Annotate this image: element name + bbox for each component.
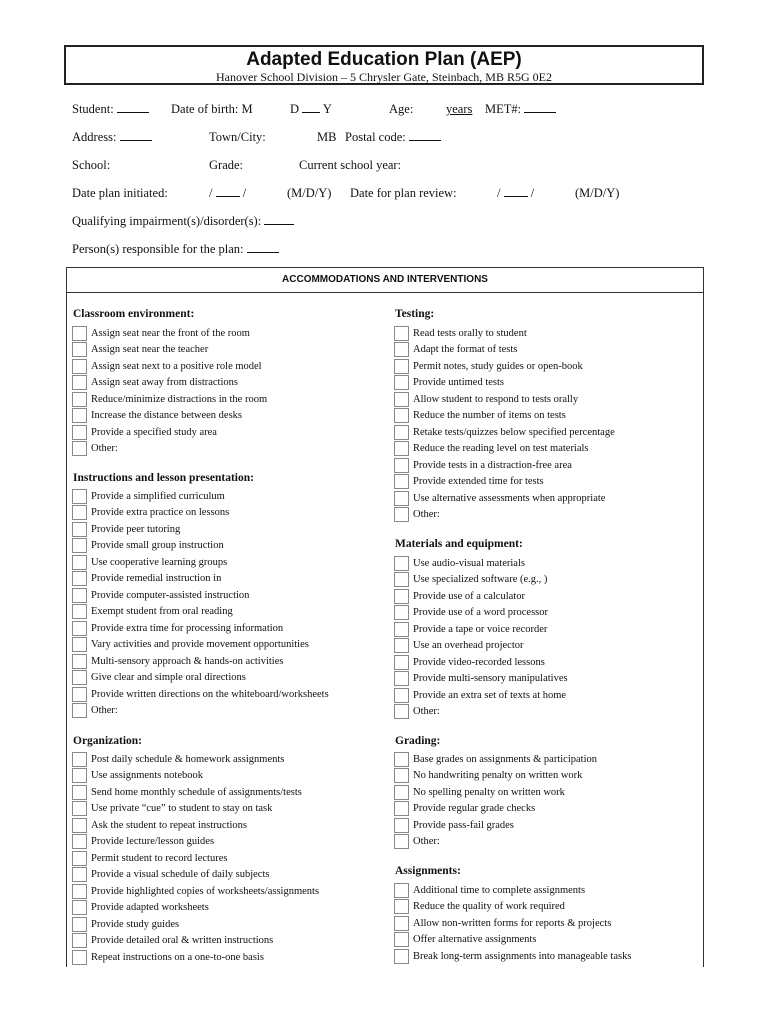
checklist-item xyxy=(72,441,267,458)
checklist-item xyxy=(394,948,631,965)
checklist-item xyxy=(394,621,568,638)
checklist-item xyxy=(394,932,631,949)
checkbox[interactable] xyxy=(394,458,409,473)
checklist-item xyxy=(72,867,319,884)
checklist-item-label: Assign seat near the teacher xyxy=(91,344,209,356)
checkbox[interactable] xyxy=(72,950,87,965)
checklist-item xyxy=(72,538,329,555)
checkbox[interactable] xyxy=(72,425,87,440)
checklist-item xyxy=(394,817,597,834)
checklist-item xyxy=(394,474,615,491)
checklist-item xyxy=(72,784,319,801)
checkbox[interactable] xyxy=(72,359,87,374)
checklist-item-label: Provide multi-sensory manipulatives xyxy=(413,673,568,685)
initiated-label: Date plan initiated: xyxy=(72,186,168,200)
school-label: School: xyxy=(72,158,111,172)
checklist-item xyxy=(394,424,615,441)
checklist-item-label: Provide extended time for tests xyxy=(413,476,544,488)
checklist-item-label: Provide adapted worksheets xyxy=(91,902,209,914)
checklist-item-label: Send home monthly schedule of assignments/tests xyxy=(91,786,302,798)
checklist-item-label: Provide a specified study area xyxy=(91,426,217,438)
checklist-item xyxy=(394,882,631,899)
checklist-item-label: Provide video-recorded lessons xyxy=(413,656,545,668)
checklist-item-label: Provide a tape or voice recorder xyxy=(413,623,548,635)
checklist-item-label: Ask the student to repeat instructions xyxy=(91,819,248,831)
checklist-item xyxy=(394,704,568,721)
checklist-item-label: Use an overhead projector xyxy=(413,640,524,652)
checklist-item xyxy=(72,703,329,720)
checkbox[interactable] xyxy=(394,326,409,341)
checklist-item-label: Use assignments notebook xyxy=(91,770,203,782)
checklist-item xyxy=(72,391,267,408)
responsible-label: Person(s) responsible for the plan: xyxy=(72,242,279,257)
checkbox[interactable] xyxy=(394,752,409,767)
checklist-item xyxy=(72,686,329,703)
checkbox[interactable] xyxy=(72,392,87,407)
checkbox[interactable] xyxy=(72,654,87,669)
responsible-field[interactable] xyxy=(247,242,279,253)
student-field[interactable] xyxy=(117,102,149,113)
checklist-item-label: Allow student to respond to tests orally xyxy=(413,393,579,405)
assignments-list xyxy=(394,882,631,965)
checkbox[interactable] xyxy=(72,538,87,553)
checkbox[interactable] xyxy=(394,834,409,849)
checklist-item-label: Multi-sensory approach & hands-on activities xyxy=(91,655,284,667)
checkbox[interactable] xyxy=(394,556,409,571)
checklist-item-label: Permit student to record lectures xyxy=(91,852,228,864)
checklist-item xyxy=(394,638,568,655)
checkbox[interactable] xyxy=(72,408,87,423)
checklist-item xyxy=(72,375,267,392)
testing-title: Testing: xyxy=(395,308,435,320)
checkbox[interactable] xyxy=(72,326,87,341)
checkbox[interactable] xyxy=(394,949,409,964)
checklist-item xyxy=(72,358,267,375)
initiated-format: (M/D/Y) xyxy=(287,186,332,200)
checkbox[interactable] xyxy=(394,916,409,931)
checkbox[interactable] xyxy=(72,687,87,702)
checklist-item-label: Retake tests/quizzes below specified percentage xyxy=(413,426,615,438)
checklist-item xyxy=(394,899,631,916)
checklist-item xyxy=(72,933,319,950)
page-subtitle: Hanover School Division – 5 Chrysler Gate, Steinbach, MB R5G 0E2 xyxy=(216,70,552,84)
checklist-item-label: Provide extra practice on lessons xyxy=(91,507,230,519)
checklist-item xyxy=(72,571,329,588)
checklist-item-label: Other: xyxy=(413,509,440,521)
checklist-item-label: Exempt student from oral reading xyxy=(91,606,233,618)
checklist-item-label: Allow non-written forms for reports & projects xyxy=(413,917,612,929)
checkbox[interactable] xyxy=(394,605,409,620)
checkbox[interactable] xyxy=(72,555,87,570)
checklist-item xyxy=(72,637,329,654)
checkbox[interactable] xyxy=(72,441,87,456)
address-label: Address: xyxy=(72,130,152,145)
checklist-item-label: Other: xyxy=(91,705,118,717)
checkbox[interactable] xyxy=(394,392,409,407)
checklist-item xyxy=(394,605,568,622)
checklist-item xyxy=(72,408,267,425)
checkbox[interactable] xyxy=(394,655,409,670)
checklist-item-label: Use private “cue” to student to stay on task xyxy=(91,803,273,815)
checklist-item-label: Provide extra time for processing information xyxy=(91,622,284,634)
checkbox[interactable] xyxy=(394,688,409,703)
checklist-item-label: Provide highlighted copies of worksheets/assignments xyxy=(91,885,320,897)
checklist-item-label: Read tests orally to student xyxy=(413,327,527,339)
checklist-item xyxy=(394,671,568,688)
checkbox[interactable] xyxy=(72,571,87,586)
accommodations-header: ACCOMMODATIONS AND INTERVENTIONS xyxy=(66,267,704,293)
checklist-item-label: Provide remedial instruction in xyxy=(91,573,222,585)
checklist-item-label: Provide written directions on the whiteboard/worksheets xyxy=(91,688,329,700)
checklist-item-label: Use cooperative learning groups xyxy=(91,556,228,568)
checklist-item xyxy=(394,342,615,359)
checkbox[interactable] xyxy=(394,638,409,653)
checkbox[interactable] xyxy=(394,408,409,423)
checkbox[interactable] xyxy=(394,785,409,800)
checkbox[interactable] xyxy=(72,933,87,948)
review-date-field[interactable]: / / xyxy=(497,186,535,200)
years-label: years xyxy=(446,102,473,116)
checklist-item-label: Additional time to complete assignments xyxy=(413,884,586,896)
checklist-item xyxy=(72,604,329,621)
classroom-list xyxy=(72,325,267,457)
checklist-item-label: Provide an extra set of texts at home xyxy=(413,689,567,701)
checklist-item xyxy=(394,915,631,932)
checklist-item-label: Give clear and simple oral directions xyxy=(91,672,246,684)
postal-label: Postal code: xyxy=(345,130,441,145)
town-label: Town/City: xyxy=(209,130,266,144)
impairment-field[interactable] xyxy=(264,214,294,225)
checklist-item-label: Provide peer tutoring xyxy=(91,523,181,535)
checklist-item xyxy=(72,424,267,441)
grading-title: Grading: xyxy=(395,735,441,747)
checklist-item xyxy=(394,572,568,589)
checklist-item-label: Use specialized software (e.g., ) xyxy=(413,574,548,586)
checklist-item xyxy=(394,588,568,605)
checklist-item-label: Other: xyxy=(91,443,118,455)
checkbox[interactable] xyxy=(394,359,409,374)
checkbox[interactable] xyxy=(72,818,87,833)
checkbox[interactable] xyxy=(394,932,409,947)
checklist-item-label: No handwriting penalty on written work xyxy=(413,770,583,782)
checkbox[interactable] xyxy=(72,637,87,652)
current-year-label: Current school year: xyxy=(299,158,402,172)
checkbox[interactable] xyxy=(394,572,409,587)
checklist-item-label: Provide study guides xyxy=(91,918,180,930)
checklist-item-label: Provide use of a calculator xyxy=(413,590,525,602)
checklist-item xyxy=(72,751,319,768)
checklist-item-label: Reduce the quality of work required xyxy=(413,901,565,913)
met-label: MET#: xyxy=(485,102,556,117)
checklist-item xyxy=(394,834,597,851)
checklist-item xyxy=(394,375,615,392)
checklist-item xyxy=(72,587,329,604)
checkbox[interactable] xyxy=(72,752,87,767)
checklist-item-label: Adapt the format of tests xyxy=(413,344,518,356)
checklist-item-label: Reduce the reading level on test materials xyxy=(413,443,589,455)
materials-list xyxy=(394,555,568,720)
checkbox[interactable] xyxy=(72,588,87,603)
checkbox[interactable] xyxy=(72,703,87,718)
checklist-item xyxy=(394,654,568,671)
checklist-item xyxy=(72,342,267,359)
checklist-item-label: Provide computer-assisted instruction xyxy=(91,589,250,601)
checkbox[interactable] xyxy=(72,851,87,866)
assignments-title: Assignments: xyxy=(395,865,461,877)
checkbox[interactable] xyxy=(72,785,87,800)
checklist-item xyxy=(394,507,615,524)
checkbox[interactable] xyxy=(72,489,87,504)
checklist-item-label: Assign seat next to a positive role model xyxy=(91,360,262,372)
checkbox[interactable] xyxy=(72,900,87,915)
checklist-item xyxy=(72,768,319,785)
checklist-item-label: Reduce the number of items on tests xyxy=(413,410,566,422)
checkbox[interactable] xyxy=(72,522,87,537)
checkbox[interactable] xyxy=(72,768,87,783)
checkbox[interactable] xyxy=(394,375,409,390)
checkbox[interactable] xyxy=(72,884,87,899)
organization-list xyxy=(72,751,319,966)
checkbox[interactable] xyxy=(394,899,409,914)
checkbox[interactable] xyxy=(394,441,409,456)
checklist-item-label: Provide pass-fail grades xyxy=(413,819,514,831)
dob-day-field[interactable] xyxy=(302,102,320,113)
checklist-item xyxy=(394,751,597,768)
checklist-item xyxy=(72,834,319,851)
checklist-item-label: Offer alternative assignments xyxy=(413,934,537,946)
checklist-item-label: No spelling penalty on written work xyxy=(413,786,565,798)
checkbox[interactable] xyxy=(394,491,409,506)
testing-list xyxy=(394,325,615,523)
checklist-item-label: Permit notes, study guides or open-book xyxy=(413,360,583,372)
checklist-item-label: Break long-term assignments into manageable tasks xyxy=(413,950,632,962)
checklist-item xyxy=(394,490,615,507)
dob-day-label: D Y xyxy=(290,102,332,116)
checklist-item xyxy=(72,949,319,966)
checkbox[interactable] xyxy=(72,604,87,619)
checklist-item xyxy=(72,505,329,522)
initiated-date-field[interactable]: / / xyxy=(209,186,247,200)
checklist-item xyxy=(72,850,319,867)
classroom-title: Classroom environment: xyxy=(73,308,195,320)
checklist-item-label: Assign seat near the front of the room xyxy=(91,327,250,339)
organization-title: Organization: xyxy=(73,735,142,747)
checklist-item-label: Reduce/minimize distractions in the room xyxy=(91,393,268,405)
checkbox[interactable] xyxy=(394,589,409,604)
instructions-title: Instructions and lesson presentation: xyxy=(73,472,254,484)
checklist-item-label: Provide regular grade checks xyxy=(413,803,536,815)
checklist-item xyxy=(394,358,615,375)
review-format: (M/D/Y) xyxy=(575,186,620,200)
checklist-item-label: Vary activities and provide movement opportunities xyxy=(91,639,309,651)
checklist-item xyxy=(394,391,615,408)
checklist-item-label: Provide lecture/lesson guides xyxy=(91,836,215,848)
checklist-item xyxy=(394,457,615,474)
checkbox[interactable] xyxy=(394,622,409,637)
student-label: Student: xyxy=(72,102,149,117)
title-box xyxy=(64,45,704,85)
checklist-item-label: Provide tests in a distraction-free area xyxy=(413,459,572,471)
impairment-label: Qualifying impairment(s)/disorder(s): xyxy=(72,214,294,229)
checklist-item xyxy=(72,916,319,933)
checkbox[interactable] xyxy=(394,342,409,357)
checklist-item-label: Assign seat away from distractions xyxy=(91,377,238,389)
checklist-item-label: Use audio-visual materials xyxy=(413,557,525,569)
checkbox[interactable] xyxy=(72,342,87,357)
checklist-item xyxy=(72,801,319,818)
checkbox[interactable] xyxy=(394,474,409,489)
dob-label: Date of birth: M xyxy=(171,102,253,116)
checklist-item xyxy=(394,784,597,801)
checklist-item-label: Other: xyxy=(413,706,440,718)
page-title: Adapted Education Plan (AEP) xyxy=(246,49,522,70)
materials-title: Materials and equipment: xyxy=(395,538,523,550)
checklist-item-label: Use alternative assessments when appropriate xyxy=(413,492,606,504)
checkbox[interactable] xyxy=(394,671,409,686)
checklist-item-label: Increase the distance between desks xyxy=(91,410,243,422)
checkbox[interactable] xyxy=(394,801,409,816)
checkbox[interactable] xyxy=(72,801,87,816)
checkbox[interactable] xyxy=(72,917,87,932)
checklist-item xyxy=(394,768,597,785)
checklist-item xyxy=(72,653,329,670)
checklist-item xyxy=(72,620,329,637)
checkbox[interactable] xyxy=(394,883,409,898)
grade-label: Grade: xyxy=(209,158,244,172)
checklist-item-label: Other: xyxy=(413,836,440,848)
checkbox[interactable] xyxy=(72,505,87,520)
postal-field[interactable] xyxy=(409,130,441,141)
checklist-item xyxy=(394,687,568,704)
instructions-list xyxy=(72,488,329,719)
checklist-item xyxy=(72,883,319,900)
checklist-item xyxy=(72,554,329,571)
checklist-item-label: Base grades on assignments & participation xyxy=(413,753,598,765)
met-field[interactable] xyxy=(524,102,556,113)
checkbox[interactable] xyxy=(394,507,409,522)
checklist-item xyxy=(72,900,319,917)
checkbox[interactable] xyxy=(394,768,409,783)
review-label: Date for plan review: xyxy=(350,186,457,200)
checklist-item xyxy=(72,521,329,538)
age-label: Age: xyxy=(389,102,414,116)
province-label: MB xyxy=(317,130,337,144)
checklist-item xyxy=(72,670,329,687)
checklist-item xyxy=(72,488,329,505)
checklist-item-label: Repeat instructions on a one-to-one basis xyxy=(91,951,264,963)
checklist-item-label: Provide use of a word processor xyxy=(413,607,549,619)
checklist-item-label: Provide small group instruction xyxy=(91,540,224,552)
address-field[interactable] xyxy=(120,130,152,141)
checkbox[interactable] xyxy=(72,670,87,685)
checklist-item xyxy=(394,325,615,342)
checklist-item xyxy=(394,555,568,572)
checkbox[interactable] xyxy=(394,425,409,440)
checklist-item xyxy=(72,817,319,834)
checkbox[interactable] xyxy=(72,621,87,636)
checklist-item-label: Provide detailed oral & written instructions xyxy=(91,935,274,947)
checkbox[interactable] xyxy=(72,834,87,849)
checklist-item xyxy=(394,441,615,458)
checklist-item-label: Provide a simplified curriculum xyxy=(91,490,225,502)
checklist-item xyxy=(394,408,615,425)
checkbox[interactable] xyxy=(394,818,409,833)
checklist-item xyxy=(72,325,267,342)
checklist-item-label: Provide a visual schedule of daily subjects xyxy=(91,869,270,881)
checklist-item xyxy=(394,801,597,818)
checkbox[interactable] xyxy=(394,704,409,719)
grading-list xyxy=(394,751,597,850)
checklist-item-label: Post daily schedule & homework assignments xyxy=(91,753,285,765)
checkbox[interactable] xyxy=(72,867,87,882)
checklist-item-label: Provide untimed tests xyxy=(413,377,504,389)
checkbox[interactable] xyxy=(72,375,87,390)
